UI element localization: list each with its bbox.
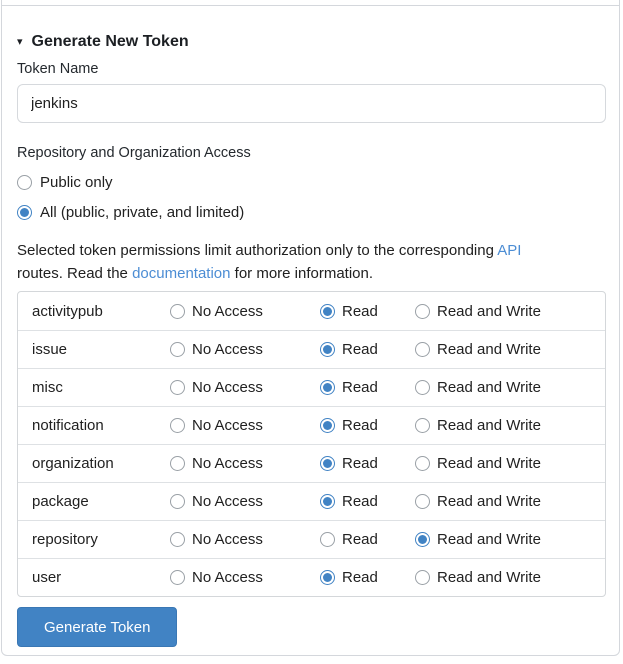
permission-option-label: No Access	[192, 493, 263, 510]
permission-option-label: Read	[342, 341, 378, 358]
panel-content	[2, 5, 619, 647]
radio-icon[interactable]	[170, 304, 185, 319]
permission-name: repository	[32, 531, 98, 548]
permission-row	[18, 520, 605, 558]
permission-row	[18, 482, 605, 520]
radio-icon[interactable]	[415, 456, 430, 471]
permission-option-label: Read	[342, 531, 378, 548]
radio-icon[interactable]	[17, 175, 32, 190]
note-text-2: routes. Read the	[17, 265, 133, 282]
radio-icon[interactable]	[320, 380, 335, 395]
radio-icon[interactable]	[320, 418, 335, 433]
permission-option[interactable]	[320, 455, 415, 472]
permission-option-label: No Access	[192, 455, 263, 472]
permission-option-label: Read and Write	[437, 569, 541, 586]
permission-option[interactable]	[320, 303, 415, 320]
permission-row	[18, 368, 605, 406]
permission-option-label: No Access	[192, 417, 263, 434]
permission-name: notification	[32, 417, 104, 434]
permission-option[interactable]	[415, 569, 591, 586]
radio-icon[interactable]	[320, 456, 335, 471]
permission-option-label: No Access	[192, 302, 263, 320]
permission-option[interactable]	[170, 455, 320, 472]
token-name-label: Token Name	[17, 61, 99, 77]
permission-option-label: Read and Write	[437, 531, 541, 548]
permissions-table	[17, 291, 606, 597]
generate-token-button[interactable]: Generate Token	[17, 607, 177, 647]
permission-row	[18, 558, 605, 596]
caret-down-icon: ▾	[17, 35, 23, 48]
permission-name: user	[32, 569, 62, 586]
radio-icon[interactable]	[170, 494, 185, 509]
permission-option[interactable]	[170, 569, 320, 586]
permission-name: organization	[32, 455, 114, 472]
permission-option-label: Read and Write	[437, 417, 541, 434]
radio-icon[interactable]	[320, 532, 335, 547]
permission-option[interactable]	[415, 493, 591, 510]
radio-icon[interactable]	[415, 570, 430, 585]
permission-row	[18, 292, 605, 330]
permission-option-label: Read	[342, 302, 378, 320]
permission-option[interactable]	[320, 341, 415, 358]
permission-option[interactable]	[320, 493, 415, 510]
documentation-link[interactable]: documentation	[132, 265, 231, 282]
permission-option-label: No Access	[192, 531, 263, 548]
permission-option[interactable]	[320, 379, 415, 396]
permission-name: misc	[32, 379, 63, 396]
permission-option[interactable]	[170, 493, 320, 510]
radio-icon[interactable]	[415, 380, 430, 395]
permission-option-label: No Access	[192, 341, 263, 358]
radio-icon[interactable]	[415, 494, 430, 509]
api-link[interactable]: API	[497, 242, 522, 259]
permission-option[interactable]	[415, 379, 591, 396]
permission-row	[18, 330, 605, 368]
radio-icon[interactable]	[320, 494, 335, 509]
radio-icon[interactable]	[415, 342, 430, 357]
permission-option[interactable]	[170, 379, 320, 396]
permission-option[interactable]	[415, 303, 591, 320]
permission-option-label: Read	[342, 493, 378, 510]
permission-row	[18, 406, 605, 444]
access-option-label: All (public, private, and limited)	[40, 203, 245, 221]
note-text-1: Selected token permissions limit authorization only to the corresponding	[17, 242, 498, 259]
permission-option-label: Read and Write	[437, 302, 541, 320]
radio-icon[interactable]	[170, 456, 185, 471]
permission-option[interactable]	[415, 531, 591, 548]
permission-option[interactable]	[320, 417, 415, 434]
radio-icon[interactable]	[320, 342, 335, 357]
permission-option-label: Read	[342, 379, 378, 396]
radio-icon[interactable]	[170, 380, 185, 395]
generate-token-panel	[1, 0, 620, 656]
permission-option-label: No Access	[192, 379, 263, 396]
note-text-3: for more information.	[230, 265, 374, 282]
radio-icon[interactable]	[170, 570, 185, 585]
radio-icon[interactable]	[415, 304, 430, 319]
token-name-input[interactable]	[17, 84, 606, 123]
generate-new-token-toggle[interactable]	[17, 33, 189, 51]
permission-option[interactable]	[415, 417, 591, 434]
permission-option-label: Read and Write	[437, 379, 541, 396]
permission-option-label: No Access	[192, 569, 263, 586]
access-options	[17, 172, 604, 222]
permission-option-label: Read and Write	[437, 341, 541, 358]
permission-option[interactable]	[170, 341, 320, 358]
radio-icon[interactable]	[320, 304, 335, 319]
permission-name: activitypub	[32, 302, 103, 320]
permission-option-label: Read	[342, 569, 378, 586]
permissions-note	[17, 239, 604, 285]
radio-icon[interactable]	[415, 532, 430, 547]
permission-option[interactable]	[170, 303, 320, 320]
permission-option-label: Read	[342, 455, 378, 472]
permission-option[interactable]	[320, 569, 415, 586]
access-option[interactable]	[17, 202, 244, 222]
access-section-label: Repository and Organization Access	[17, 145, 251, 161]
permission-option[interactable]	[320, 531, 415, 548]
radio-icon[interactable]	[170, 342, 185, 357]
permission-name: issue	[32, 341, 68, 358]
permission-option-label: Read and Write	[437, 455, 541, 472]
permission-name: package	[32, 493, 89, 510]
radio-icon[interactable]	[170, 532, 185, 547]
generate-new-token-title: Generate New Token	[31, 33, 189, 50]
permission-option-label: Read	[342, 417, 378, 434]
permission-option-label: Read and Write	[437, 493, 541, 510]
permission-option[interactable]	[170, 417, 320, 434]
radio-icon[interactable]	[415, 418, 430, 433]
permission-option[interactable]	[415, 455, 591, 472]
permission-row	[18, 444, 605, 482]
access-option[interactable]	[17, 172, 113, 192]
permission-option[interactable]	[170, 531, 320, 548]
radio-icon[interactable]	[17, 205, 32, 220]
permission-option[interactable]	[415, 341, 591, 358]
radio-icon[interactable]	[170, 418, 185, 433]
access-option-label: Public only	[40, 173, 113, 191]
radio-icon[interactable]	[320, 570, 335, 585]
